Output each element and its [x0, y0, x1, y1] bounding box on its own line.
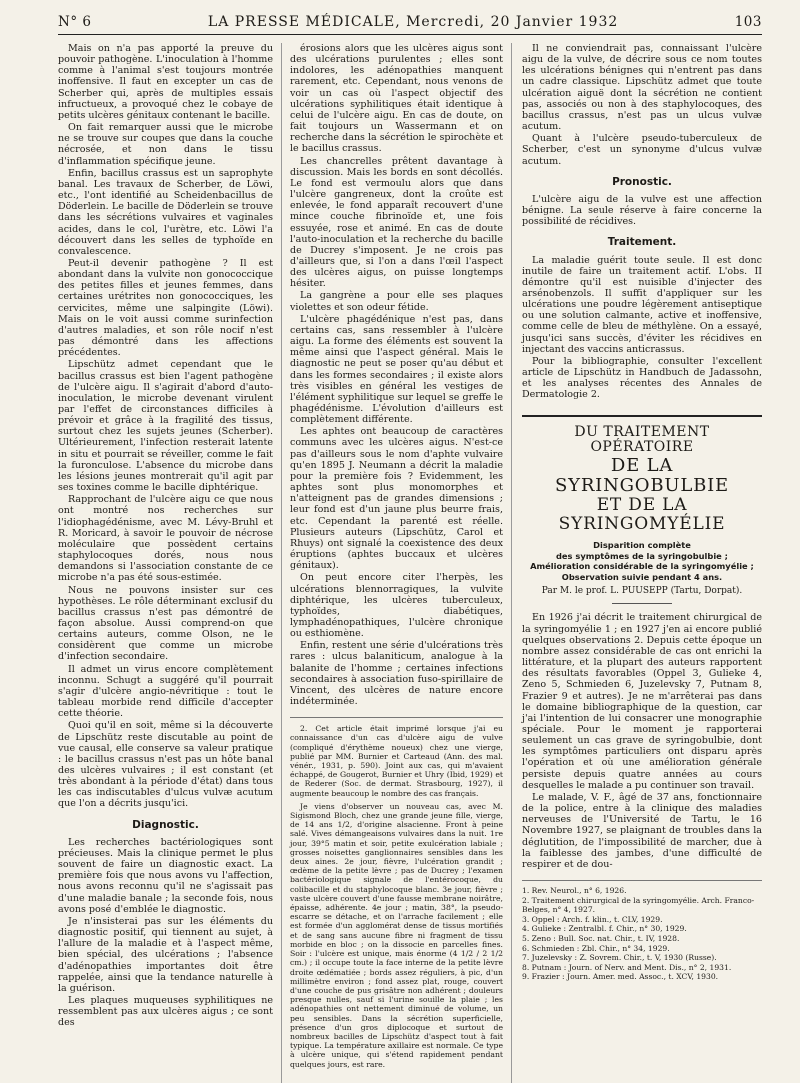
paragraph: Mais on n'a pas apporté la preuve du pouvoir pathogène. L'inoculation à l'homme comme à l'animal s'est toujours montrée inoffensive. Il faut en excepter un cas de Scherber qui, après de multiples essais infructueux, a provoqué chez le cobaye de petits ulcères génitaux contenant le bacille.	[58, 43, 273, 121]
paragraph: En 1926 j'ai décrit le traitement chirurgical de la syringomyélie 1 ; en 1927 j'en ai encore publié quelques observations 2. Depuis cette époque un nombre assez considérable de cas ont enrichi la littérature, et la plupart des auteurs rapportent des résultats favorables (Oppel 3, Gulieke 4, Zeno 5, Schmieden 6, Juzelevsky 7, Putnam 8, Frazier 9 et autres). Je ne m'arrêterai pas dans le domaine bibliographique de la question, car j'ai l'intention de lui consacrer une monographie spéciale. Pour le moment je rapporterai seulement un cas grave de syringobulbie, dont les symptômes particuliers ont disparu après l'opération et où une amélioration générale persiste depuis quatre années au cours desquelles le malade a pu continuer son travail.	[522, 612, 762, 791]
paragraph: Rapprochant de l'ulcère aigu ce que nous ont montré nos recherches sur l'idiophagédénisme, avec M. Lévy-Bruhl et R. Moricard, à savoir le pouvoir de nécrose moléculaire que possèdent certains staphylocoques dorés, nous nous demandons si l'association constante de ce microbe n'a pas été sous-estimée.	[58, 494, 273, 584]
paragraph: Peut-il devenir pathogène ? Il est abondant dans la vulvite non gonococcique des petites filles et jeunes femmes, dans certaines urétrites non gonococciques, les cervicites, même une salpingite (Löwi). Mais on le voit aussi comme surinfection d'autres maladies, et son rôle nocif n'est pas démontré dans les affections précédentes.	[58, 257, 273, 359]
reference-item: 1. Rev. Neurol., n° 6, 1926.	[522, 886, 627, 895]
reference-item: 8. Putnam : Journ. of Nerv. and Ment. Dis., n° 2, 1931.	[522, 962, 732, 972]
paragraph: Enfin, restent une série d'ulcérations très rares : ulcus balaniticum, analogue à la balanite de l'homme ; certaines infections secondaires à association fuso-spirillaire de Vincent, des ulcères de nature encore indéterminée.	[290, 640, 503, 708]
page-number: 103	[734, 14, 762, 30]
paragraph: Pour la bibliographie, consulter l'excellent article de Lipschütz in Handbuch de Jadassohn, et les analyses récentes des Annales de Dermatologie 2.	[522, 355, 762, 401]
paragraph: Lipschütz admet cependant que le bacillus crassus est bien l'agent pathogène de l'ulcère aigu. Il s'agirait d'abord d'auto-inoculation, le microbe devenant virulent par l'effet de circonstances difficiles à prévoir et grâce à la fragilité des tissus, surtout chez les sujets jeunes (Scherber). Ultérieurement, l'infection resterait latente in situ et pourrait se réveiller, comme le fait la furonculose. L'absence du microbe dans les lésions jeunes montrerait qu'il agit par ses toxines comme le bacille diphtérique.	[58, 359, 273, 494]
article-subtitle	[522, 540, 762, 582]
article-author: Par M. le prof. L. PUUSEPP (Tartu, Dorpat).	[541, 586, 743, 597]
reference-item: 2. Traitement chirurgical de la syringomyélie. Arch. Franco-Belges, n° 4, 1927.	[522, 895, 755, 915]
paragraph: Il ne conviendrait pas, connaissant l'ulcère aigu de la vulve, de décrire sous ce nom toutes les ulcérations bénignes qui n'entrent pas dans un cadre classique. Lipschütz admet que toute ulcération aiguë dont la sécrétion ne contient pas, associés ou non à des staphylocoques, des bacillus crassus, n'est pas un ulcus vulvæ acutum.	[522, 43, 762, 133]
paragraphs-3b	[522, 612, 762, 870]
paragraph: La gangrène a pour elle ses plaques violettes et son odeur fétide.	[290, 290, 503, 313]
subtitle-line: Amélioration considérable de la syringomyélie ;	[530, 561, 754, 572]
journal-title: LA PRESSE MÉDICALE, Mercredi, 20 Janvier 1932	[207, 14, 619, 30]
paragraph: L'ulcère phagédénique n'est pas, dans certains cas, sans ressembler à l'ulcère aigu. La forme des éléments est souvent la même ainsi que l'aspect général. Mais le diagnostic ne peut se poser qu'au début et dans les formes secondaires ; il existe alors très visibles en général les vestiges de l'élément syphilitique sur lequel se greffe le phagédénisme. L'évolution d'ailleurs est complètement différente.	[290, 313, 503, 426]
paragraph: On fait remarquer aussi que le microbe ne se trouve sur coupes que dans la couche nécrosée, et non dans le tissu d'inflammation spécifique jeune.	[58, 122, 273, 167]
diagnostic-heading: Diagnostic.	[132, 818, 199, 831]
references	[522, 880, 762, 982]
paragraph: Je viens d'observer un nouveau cas, avec M. Sigismond Bloch, chez une grande jeune fille, vierge, de 14 ans 1/2, d'origine alsacienne. Front à peine salé. Vives démangeaisons vulvaires dans la nuit. 1re jour, 39°5 matin et soir, petite exulcération labiale ; grosses noisettes ganglionnaires sensibles dans les deux aines. 2e jour, fièvre, l'ulcération grandit ; œdème de la petite lèvre ; pas de Ducrey ; l'examen bactériologique signale de l'entérocoque, du colibacille et du staphylocoque blanc. 3e jour, fièvre ; vaste ulcère couvert d'une fausse membrane noirâtre, épaisse, adhérente. 4e jour ; matin, 38°, la pseudo-escarre se détache, et on l'arrache facilement ; elle est formée d'un agglomérat dense de tissus mortifiés et de sang sans aucune fibre ni fragment de tissu morbide en bloc ; on la dissocie en parcelles fines. Soir : l'ulcère est unique, mais énorme (4 1/2 / 2 1/2 cm.) ; il occupe toute la face interne de la petite lèvre droite œdématiée ; bords assez réguliers, à pic, d'un millimètre environ ; fond assez plat, rouge, couvert d'une couche de pus grisâtre non adhérent ; douleurs presque nulles, sauf si l'urine souille la plaie ; les adénopathies ont nettement diminué de volume, un peu sensibles. Dans la sécrétion superficielle, présence d'un gros diplocoque et surtout de nombreux bacilles de Lipschütz d'aspect tout à fait typique. La température axillaire est normale. Ce type à ulcère unique, qui s'étend rapidement pendant quelques jours, est rare.	[290, 801, 503, 1069]
paragraph: La maladie guérit toute seule. Il est donc inutile de faire un traitement actif. L'obs. II démontre qu'il est nuisible d'injecter des arsénobenzols. Il suffit d'appliquer sur les ulcérations une poudre légèrement antiseptique ou une solution calmante, active et inoffensive, comme celle de bleu de méthylène. On a essayé, jusqu'ici sans succès, d'éviter les récidives en injectant des vaccins anticrassus.	[522, 254, 762, 355]
reference-item: 4. Gulieke : Zentralbl. f. Chir., n° 30, 1929.	[522, 924, 687, 934]
article-separator	[522, 415, 762, 417]
paragraph: Les plaques muqueuses syphilitiques ne ressemblent pas aux ulcères aigus ; ce sont des	[58, 994, 273, 1029]
article-title-line-1: DU TRAITEMENT OPÉRATOIRE	[574, 423, 710, 456]
subtitle-line: Observation suivie pendant 4 ans.	[561, 571, 723, 582]
text-columns	[58, 43, 762, 1083]
paragraph: Le malade, V. F., âgé de 37 ans, fonctionnaire de la police, entre à la clinique des maladies nerveuses de l'Université de Tartu, le 16 Novembre 1927, se plaignant de troubles dans la déglutition, de l'impossibilité de marcher, due à la faiblesse des jambes, d'une difficulté de respirer et de dou-	[522, 791, 762, 870]
paragraphs-1b	[58, 837, 273, 1029]
paragraph: érosions alors que les ulcères aigus sont des ulcérations purulentes ; elles sont indolores, les adénopathies manquent rarement, etc. Cependant, nous venons de voir un cas où l'aspect objectif des ulcérations syphilitiques était identique à celui de l'ulcère aigu. En cas de doute, on fait toujours un Wassermann et on recherche dans la sécrétion le spirochète et le bacillus crassus.	[290, 43, 503, 155]
paragraph: Quant à l'ulcère pseudo-tuberculeux de Scherber, c'est un synonyme d'ulcus vulvæ acutum.	[522, 133, 762, 167]
reference-item: 3. Oppel : Arch. f. klin., t. CLV, 1929.	[522, 914, 663, 924]
subtitle-line: Disparition complète	[593, 540, 691, 551]
reference-item: 5. Zeno : Bull. Soc. nat. Chir., t. IV, 1928.	[522, 933, 680, 943]
subtitle-line: des symptômes de la syringobulbie ;	[555, 550, 728, 561]
column-2	[282, 43, 512, 1083]
paragraph: Nous ne pouvons insister sur ces hypothèses. Le rôle déterminant exclusif du bacillus crassus n'est pas démontré de façon absolue. Aussi comprend-on que certains auteurs, comme Olson, ne le considèrent que comme un microbe d'infection secondaire.	[58, 584, 273, 663]
paragraph: Quoi qu'il en soit, même si la découverte de Lipschütz reste discutable au point de vue causal, elle conserve sa valeur pratique : le bacillus crassus n'est pas un hôte banal des ulcères vulvaires ; il est constant (et très abondant à la période d'état) dans tous les cas indiscutables d'ulcus vulvæ acutum que l'on a décrits jusqu'ici.	[58, 720, 273, 810]
page-header	[58, 14, 762, 35]
column-1	[58, 43, 282, 1083]
footnotes-2	[290, 717, 503, 1069]
paragraph: On peut encore citer l'herpès, les ulcérations blennorragiques, la vulvite diphtérique, les ulcères tuberculeux, typhoïdes, diabétiques, lymphadénopathiques, l'ulcère chronique ou esthiomène.	[290, 572, 503, 640]
pronostic-heading: Pronostic.	[612, 175, 672, 188]
column-3	[512, 43, 762, 1083]
paragraphs-2	[290, 43, 503, 707]
paragraph: Les aphtes ont beaucoup de caractères communs avec les ulcères aigus. N'est-ce pas d'ailleurs sous le nom d'aphte vulvaire qu'en 1895 J. Neumann a décrit la maladie pour la première fois ? Evidemment, les aphtes sont plus monomorphes et n'atteignent pas de grandes dimensions ; leur fond est d'un jaune plus beurre frais, etc. Cependant la parenté est réelle. Plusieurs auteurs (Lipschütz, Carol et Rhuys) ont signalé la coexistence des deux éruptions (aphtes buccaux et ulcères génitaux).	[290, 426, 503, 572]
article-title	[522, 425, 762, 535]
reference-item: 6. Schmieden : Zbl. Chir., n° 34, 1929.	[522, 943, 670, 953]
paragraph: Les chancrelles prêtent davantage à discussion. Mais les bords en sont décollés. Le fond est vermoulu alors que dans l'ulcère gangreneux, dont la croûte est enlevée, le fond apparaît recouvert d'une mince couche fibrinoïde et, une fois essuyée, rose et animé. En cas de doute l'auto-inoculation et la recherche du bacille de Ducrey s'imposent. Je ne crois pas d'ailleurs que, si l'on a dans l'œil l'aspect des ulcères aigus, on puisse longtemps hésiter.	[290, 155, 503, 290]
pronostic-paragraph: L'ulcère aigu de la vulve est une affection bénigne. La seule réserve à faire concerne la possibilité de récidives.	[522, 193, 762, 228]
paragraph: Je n'insisterai pas sur les éléments du diagnostic positif, qui tiennent au sujet, à l'allure de la maladie et à l'aspect même, bien spécial, des ulcérations ; l'absence d'adénopathies importantes doit être rappelée, ainsi que la tendance naturelle à la guérison.	[58, 915, 273, 994]
paragraphs-3a	[522, 43, 762, 167]
paragraph: Il admet un virus encore complètement inconnu. Schugt a suggéré qu'il pourrait s'agir d'ulcère angio-névritique : tout le tableau morbide rend difficile d'accepter cette théorie.	[58, 663, 273, 720]
paragraphs-1a	[58, 43, 273, 810]
paragraph: Enfin, bacillus crassus est un saprophyte banal. Les travaux de Scherber, de Löwi, etc., l'ont identifié au Scheidenbacillus de Döderlein. Le bacille de Döderlein se trouve dans les sécrétions vulvaires et vaginales acides, dans le col, l'urètre, etc. Löwi l'a découvert dans les selles de typhoïde en convalescence.	[58, 167, 273, 257]
paragraph: Les recherches bactériologiques sont précieuses. Mais la clinique permet le plus souvent de faire un diagnostic exact. La première fois que nous avons vu l'affection, nous avons reconnu qu'il ne s'agissait pas d'une maladie banale ; la seconde fois, nous avons posé d'emblée le diagnostic.	[58, 836, 273, 915]
paragraph: 2. Cet article était imprimé lorsque j'ai eu connaissance d'un cas d'ulcère aigu de vulve (compliqué d'érythème noueux) chez une vierge, publié par MM. Burnier et Carteaud (Ann. des mal. vénér., 1931, p. 590). Joint aux cas, qui m'avaient échappé, de Gougerot, Burnier et Uhry (Ibid, 1929) et de Rederer (Soc. de dermat. Strasbourg, 1927), il augmente beaucoup le nombre des cas français.	[290, 724, 503, 798]
reference-item: 7. Juzelevsky : Z. Sovrem. Chir., t. V, 1930 (Russe).	[522, 953, 717, 963]
author-rule	[612, 603, 672, 604]
paragraphs-3-trait	[522, 255, 762, 401]
article-title-line-3: ET DE LA SYRINGOMYÉLIE	[558, 495, 726, 535]
reference-item: 9. Frazier : Journ. Amer. med. Assoc., t. XCV, 1930.	[522, 972, 719, 982]
issue-number: N° 6	[58, 14, 92, 30]
article-title-line-2: DE LA SYRINGOBULBIE	[555, 454, 729, 497]
traitement-heading: Traitement.	[607, 236, 677, 249]
